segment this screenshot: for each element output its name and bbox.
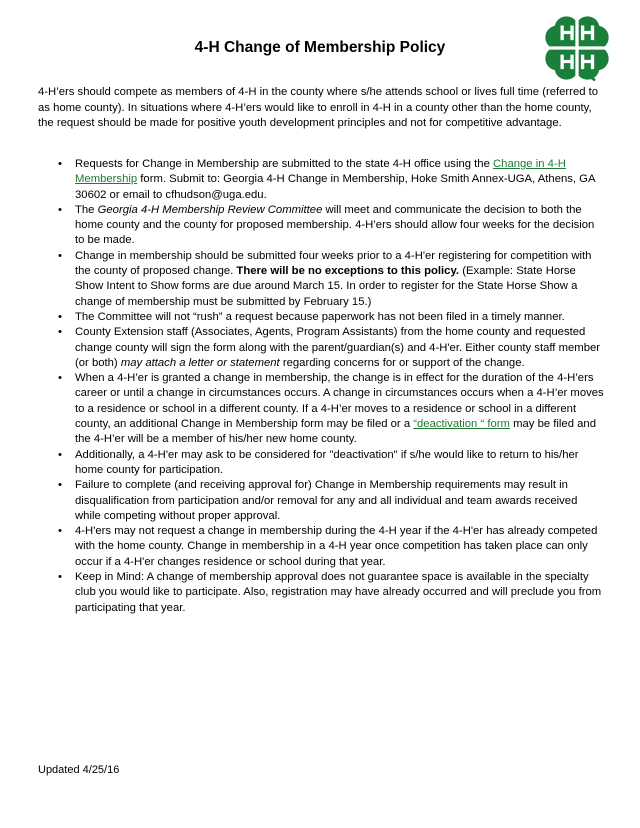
deactivation-form-link[interactable]: “deactivation “ form [413, 418, 510, 431]
list-item: • The Committee will not “rush” a request because paperwork has not been filed in a timely manner. [38, 310, 604, 325]
list-item: • 4-H'ers may not request a change in membership during the 4-H year if the 4-H'er has already competed with the home county. Change in membership in a 4-H year once competition has taken place can only occur if a 4-H'er changes residence or school during that year. [38, 524, 604, 570]
list-item: • Failure to complete (and receiving approval for) Change in Membership requirements may result in disqualification from participation and/or removal for any and all individual and team awards received while competing without proper approval. [38, 478, 604, 524]
bullet-text: will meet and communicate the decision to both the home county and the county for proposed membership. 4-H’ers should allow four weeks for the decision to be made. [75, 203, 595, 247]
list-item [38, 249, 604, 310]
list-item [38, 203, 604, 249]
bullet-text: (Example: State Horse Show Intent to Show forms are due around March 15. In order to register for the State Horse Show a change of membership must be submitted by February 15.) [75, 265, 578, 308]
no-exceptions-text: There will be no exceptions to this policy. [236, 265, 460, 278]
bullet-text: may be filed and the 4-H’er will be a member of his/her new home county. [75, 418, 596, 446]
list-item [38, 325, 604, 371]
change-membership-form-link[interactable]: Change in 4-H Membership [75, 158, 566, 186]
policy-list [38, 157, 604, 616]
updated-date: Updated 4/25/16 [38, 764, 120, 776]
bullet-text: Change in membership should be submitted four weeks prior to a 4-H'er registering for competition with the county of proposed change. [75, 249, 592, 278]
bullet-text: When a 4-H’er is granted a change in membership, the change is in effect for the duration of the 4-H’ers career or until a change in circumstances occurs. A change in circumstances occurs when a 4-H’er moves to a residence or school in a different county. If a 4-H’er moves to a residence or school in a different county, an additional Change in Membership form may be filed or a [75, 372, 604, 431]
bullet-text: regarding concerns for or support of the change. [279, 356, 525, 369]
bullet-text: Requests for Change in Membership are submitted to the state 4-H office using the [75, 158, 494, 170]
attach-letter-text: may attach a letter or statement [120, 356, 280, 369]
bullet-text: The [75, 203, 98, 216]
intro-paragraph: 4-H’ers should compete as members of 4-H in the county where s/he attends school or lives full time (referred to as home county). In situations where 4-H’ers would like to enroll in 4-H in a county other than the home county, the request should be made for positive youth development principles and not for competitive advantage. [38, 86, 599, 129]
list-item [38, 371, 604, 447]
list-item: • Additionally, a 4-H'er may ask to be considered for "deactivation" if s/he would like to return to his/her home county for participation. [38, 448, 604, 479]
bullet-text: form. Submit to: Georgia 4-H Change in Membership, Hoke Smith Annex-UGA, Athens, GA 30602 or email to cfhudson@uga.edu. [75, 173, 595, 201]
list-item: • Keep in Mind: A change of membership approval does not guarantee space is available in the specialty club you would like to participate. Also, registration may have already occurred and will preclude you from participating that year. [38, 570, 604, 616]
four-leaf-clover-icon [544, 13, 610, 83]
page-title: 4-H Change of Membership Policy [194, 39, 446, 56]
bullet-text: County Extension staff (Associates, Agents, Program Assistants) from the home county and requested change county will sign the form along with the parent/guardian(s) and 4-H'er. Either county staff member (or both) [75, 326, 601, 369]
committee-name: Georgia 4-H Membership Review Committee [97, 203, 323, 216]
list-item [38, 157, 604, 203]
